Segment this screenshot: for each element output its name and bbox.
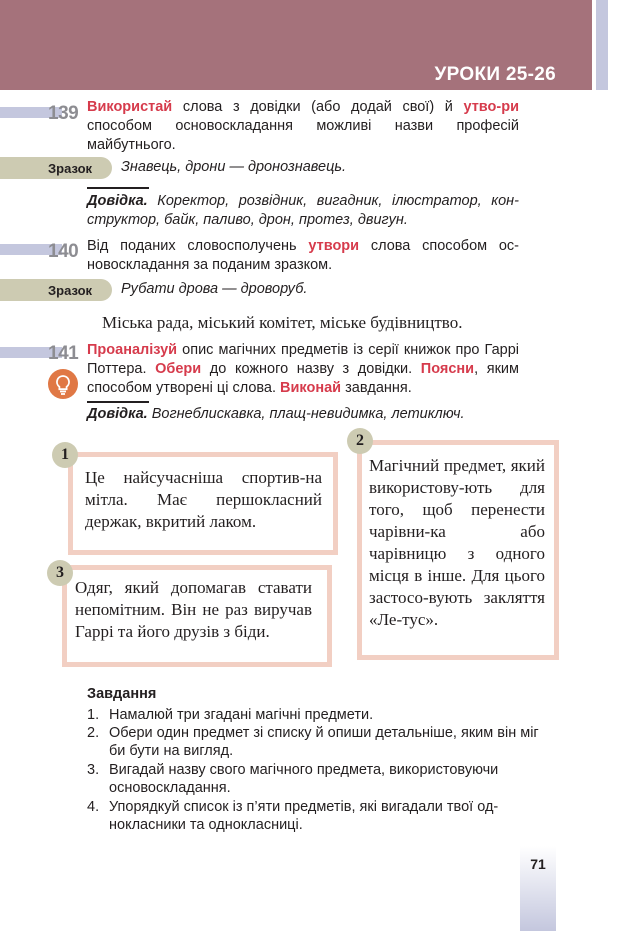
exercise-139-text: Використай слова з довідки (або додай свої) й утво-ри способом основоскладання можливі назви професій майбутнього. <box>87 99 519 153</box>
page-number: 71 <box>530 856 546 872</box>
lightbulb-icon <box>48 369 78 399</box>
card-badge-3: 3 <box>47 560 73 586</box>
header-side-strip <box>596 0 608 90</box>
reference-label: Довідка. <box>87 406 148 422</box>
task-item: 2. Обери один предмет зі списку й опиши детальніше, яким він міг би бути на вигляд. <box>87 725 539 759</box>
magic-item-description-3: Одяг, який допомагав ставати непомітним. Він не раз виручав Гаррі та його друзів з біди. <box>75 578 312 641</box>
exercise-number-139: 139 <box>48 103 79 124</box>
word-combinations: Міська рада, міський комітет, міське будівництво. <box>102 313 463 332</box>
magic-item-description-2: Магічний предмет, який використову-ють для того, щоб перенести чарівни-ка або чарівницю з одного місця в інше. Для цього застосо-вують закляття «Ле-тус». <box>369 456 545 629</box>
sample-label: Зразок <box>48 283 93 298</box>
magic-item-description-1: Це найсучасніша спортив-на мітла. Має першокласний держак, вкритий лаком. <box>85 468 322 531</box>
exercise-number-141: 141 <box>48 343 79 364</box>
reference-rule <box>87 187 149 189</box>
reference-139: Довідка. Коректор, розвідник, вигадник, ілюстратор, кон-структор, байк, паливо, дрон, протез, двигун. <box>87 193 519 228</box>
keyword-do: Виконай <box>280 380 342 396</box>
card-badge-1: 1 <box>52 442 78 468</box>
keyword-explain: Поясни <box>420 361 475 377</box>
task-item: 1. Намалюй три згадані магічні предмети. <box>87 707 374 723</box>
exercise-140-text: Від поданих словосполучень утвори слова способом ос-новоскладання за поданим зразком. <box>87 238 519 273</box>
keyword-form: утво-ри <box>463 99 519 115</box>
sample-label: Зразок <box>48 161 93 176</box>
task-item: 3. Вигадай назву свого магічного предмета, використовуючи основоскладання. <box>87 762 499 796</box>
keyword-use: Використай <box>87 99 173 115</box>
keyword-analyze: Проаналізуй <box>87 342 178 358</box>
sample-text: Рубати дрова — дроворуб. <box>121 281 308 297</box>
reference-rule <box>87 401 149 403</box>
exercise-141-text: Проаналізуй опис магічних предметів із серії книжок про Гаррі Поттера. Обери до кожного назву з довідки. Поясни, яким способом утворені ці слова. Виконай завдання. <box>87 342 519 396</box>
task-item: 4. Упорядкуй список із п’яти предметів, які вигадали твої од-нокласники та однокласниці. <box>87 799 499 833</box>
lesson-title: УРОКИ 25-26 <box>434 64 556 85</box>
reference-141: Довідка. Вогнеблискавка, плащ-невидимка, летиключ. <box>87 406 465 422</box>
sample-text: Знавець, дрони — дронознавець. <box>121 159 347 175</box>
keyword-form: утвори <box>308 238 360 254</box>
reference-label: Довідка. <box>87 193 148 209</box>
tasks-title: Завдання <box>87 686 157 702</box>
card-badge-2: 2 <box>347 428 373 454</box>
keyword-choose: Обери <box>155 361 202 377</box>
exercise-number-140: 140 <box>48 241 79 262</box>
